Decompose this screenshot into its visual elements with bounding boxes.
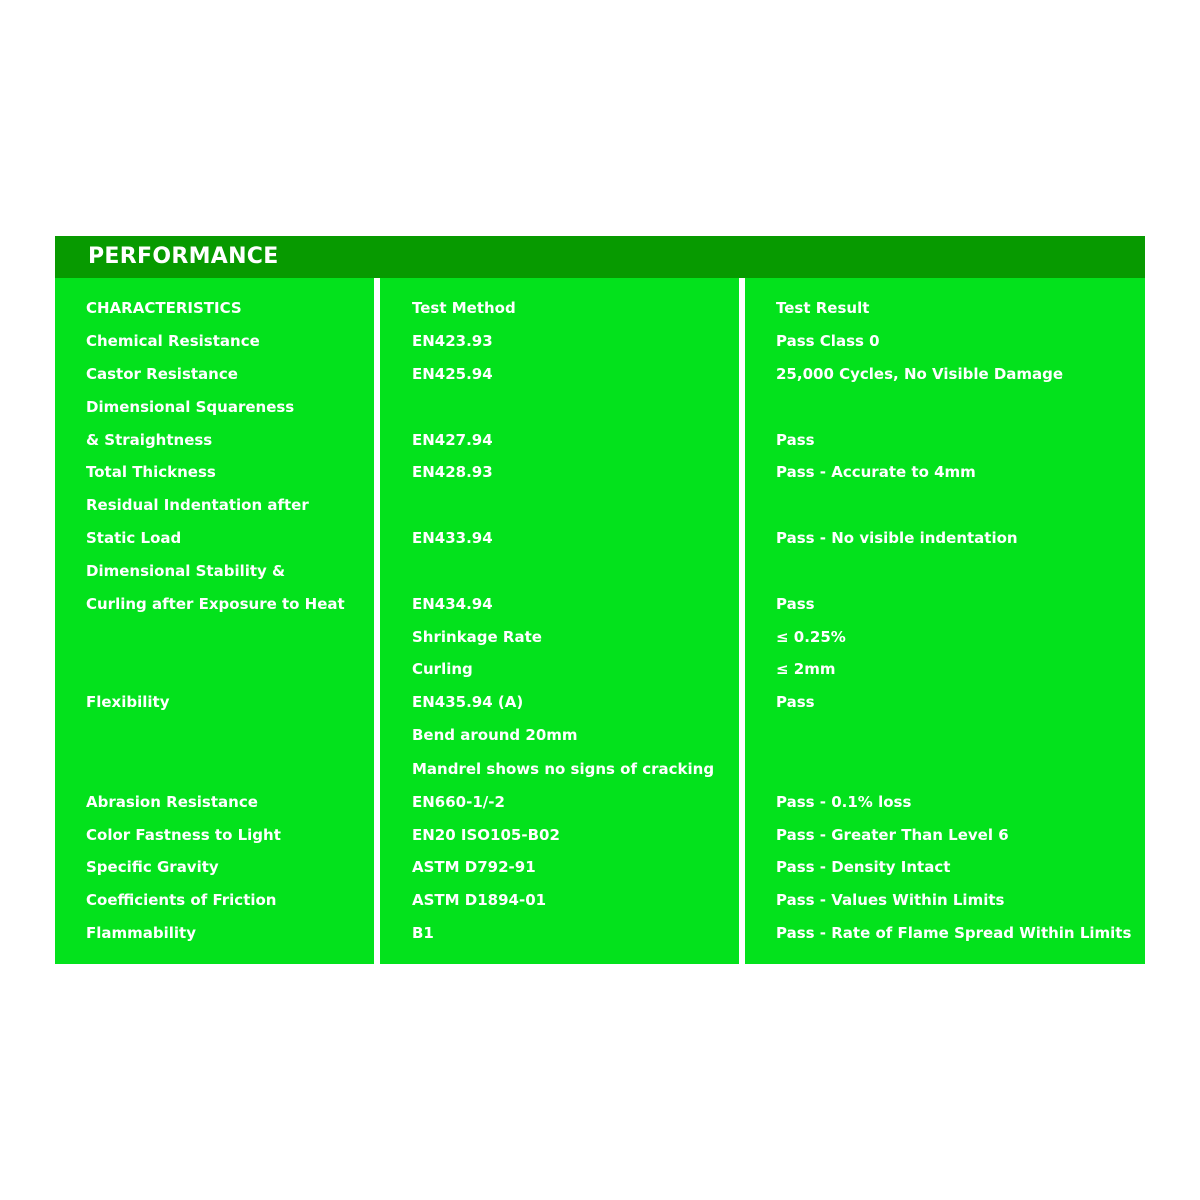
- test-result-column: [745, 278, 1145, 964]
- characteristic-cell: Curling after Exposure to Heat: [86, 595, 345, 613]
- test-result-heading: Test Result: [776, 299, 870, 317]
- test-result-cell: Pass: [776, 595, 815, 613]
- test-method-cell: EN433.94: [412, 529, 493, 547]
- test-method-cell: Mandrel shows no signs of cracking: [412, 760, 715, 778]
- test-method-cell: EN435.94 (A): [412, 693, 524, 711]
- test-result-cell: Pass - Rate of Flame Spread Within Limits: [776, 924, 1132, 942]
- characteristic-cell: Specific Gravity: [86, 858, 219, 876]
- test-method-cell: EN427.94: [412, 431, 493, 449]
- test-method-heading: Test Method: [412, 299, 516, 317]
- test-method-cell: EN425.94: [412, 365, 493, 383]
- test-result-cell: Pass: [776, 431, 815, 449]
- test-method-cell: EN434.94: [412, 595, 493, 613]
- characteristic-cell: Abrasion Resistance: [86, 793, 258, 811]
- test-result-cell: ≤ 0.25%: [776, 628, 846, 646]
- test-method-cell: EN20 ISO105-B02: [412, 826, 560, 844]
- test-method-cell: B1: [412, 924, 434, 942]
- test-result-cell: Pass: [776, 693, 815, 711]
- characteristic-cell: Chemical Resistance: [86, 332, 260, 350]
- test-result-cell: Pass - Values Within Limits: [776, 891, 1005, 909]
- characteristics-column: [55, 278, 374, 964]
- characteristic-cell: Flexibility: [86, 693, 170, 711]
- test-result-cell: Pass Class 0: [776, 332, 880, 350]
- characteristic-cell: Static Load: [86, 529, 182, 547]
- table-title: PERFORMANCE: [88, 244, 279, 269]
- test-result-cell: ≤ 2mm: [776, 660, 836, 678]
- characteristic-cell: Total Thickness: [86, 463, 216, 481]
- characteristic-cell: Residual Indentation after: [86, 496, 309, 514]
- characteristic-heading: CHARACTERISTICS: [86, 299, 242, 317]
- characteristic-cell: Dimensional Stability &: [86, 562, 286, 580]
- test-method-cell: Bend around 20mm: [412, 726, 578, 744]
- performance-table: [55, 236, 1145, 964]
- test-method-cell: EN423.93: [412, 332, 493, 350]
- test-result-cell: Pass - Density Intact: [776, 858, 951, 876]
- characteristic-cell: Castor Resistance: [86, 365, 238, 383]
- test-result-cell: Pass - Greater Than Level 6: [776, 826, 1009, 844]
- test-method-cell: EN428.93: [412, 463, 493, 481]
- characteristic-cell: & Straightness: [86, 431, 213, 449]
- test-method-column: [380, 278, 739, 964]
- test-method-cell: ASTM D792-91: [412, 858, 536, 876]
- test-result-cell: 25,000 Cycles, No Visible Damage: [776, 365, 1064, 383]
- table-header: [55, 236, 1145, 278]
- characteristic-cell: Dimensional Squareness: [86, 398, 295, 416]
- characteristic-cell: Flammability: [86, 924, 197, 942]
- test-result-cell: Pass - 0.1% loss: [776, 793, 912, 811]
- test-method-cell: ASTM D1894-01: [412, 891, 547, 909]
- characteristic-cell: Color Fastness to Light: [86, 826, 281, 844]
- test-method-cell: EN660-1/-2: [412, 793, 505, 811]
- test-result-cell: Pass - Accurate to 4mm: [776, 463, 976, 481]
- test-method-cell: Shrinkage Rate: [412, 628, 542, 646]
- test-result-cell: Pass - No visible indentation: [776, 529, 1018, 547]
- characteristic-cell: Coefficients of Friction: [86, 891, 277, 909]
- test-method-cell: Curling: [412, 660, 473, 678]
